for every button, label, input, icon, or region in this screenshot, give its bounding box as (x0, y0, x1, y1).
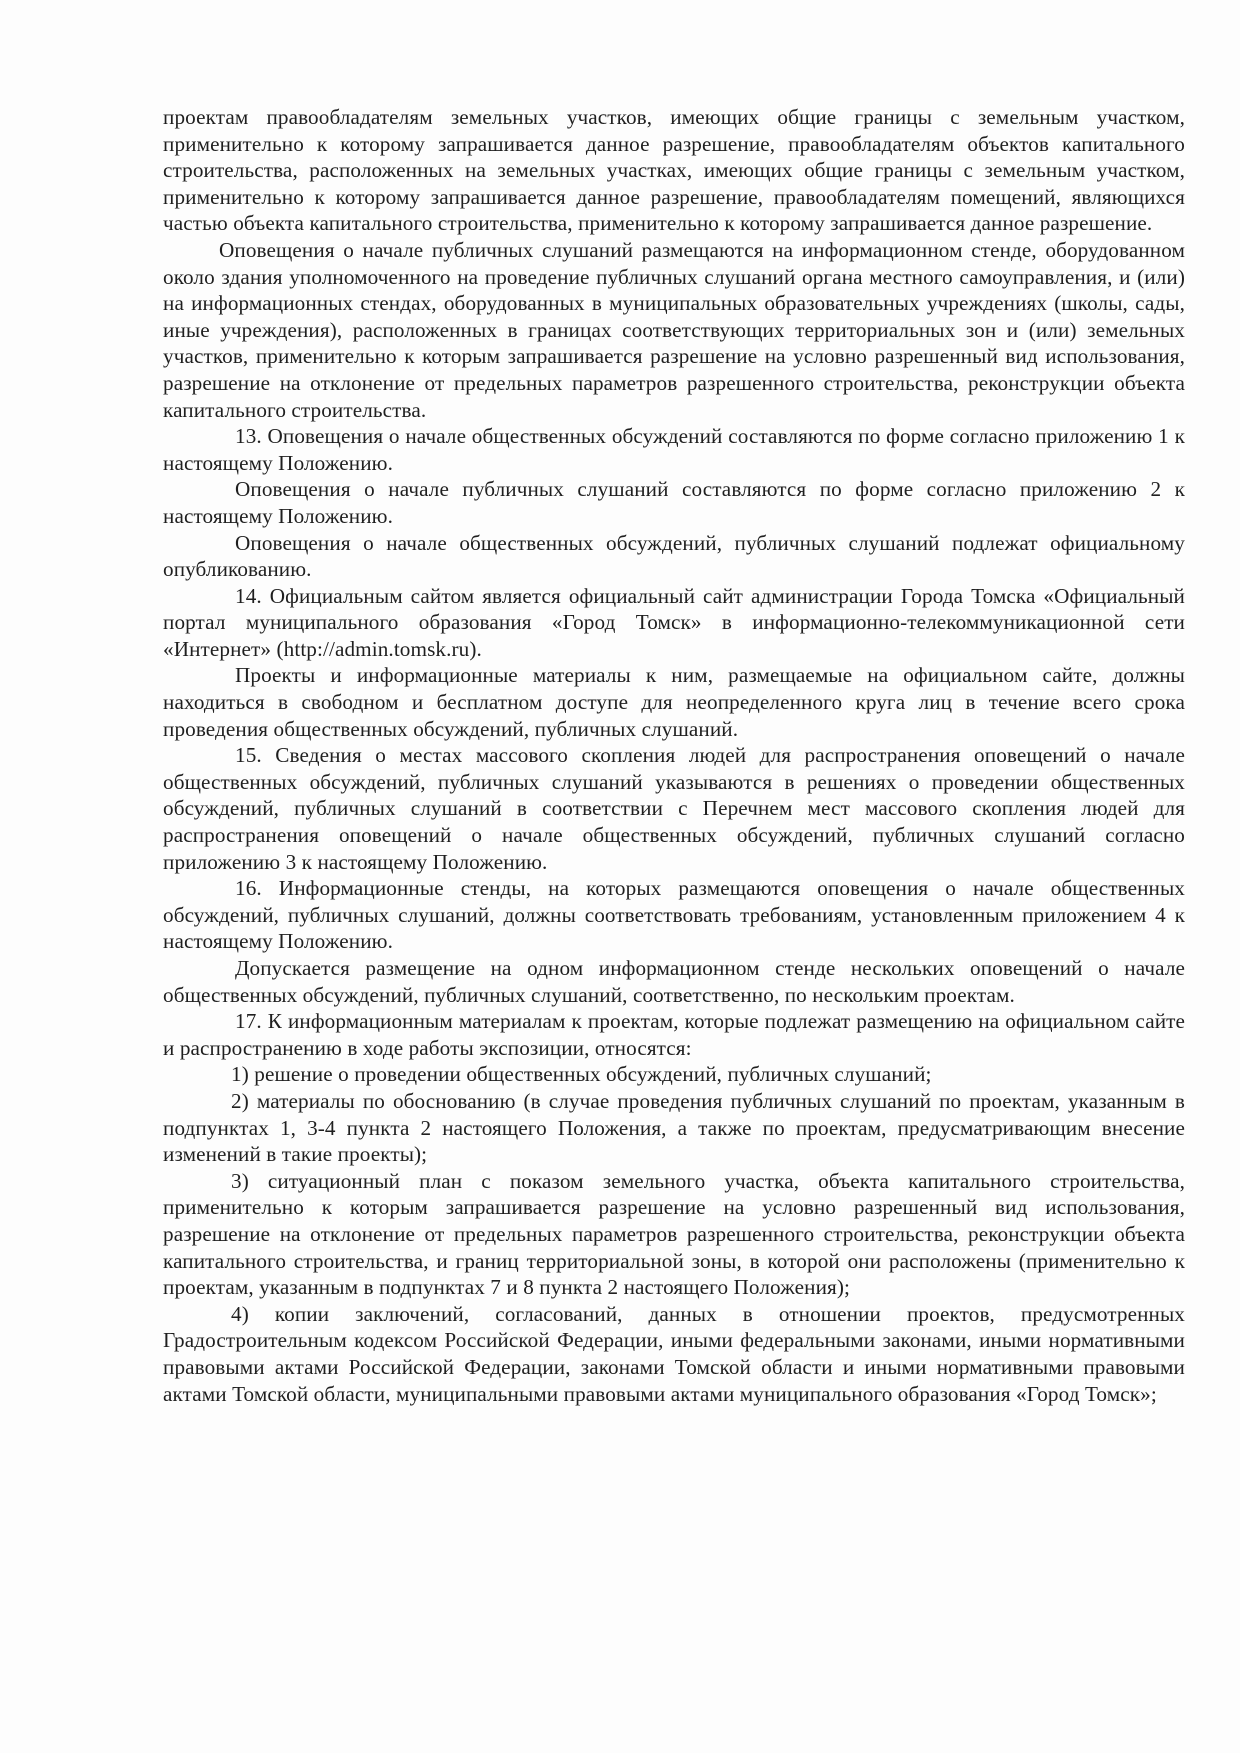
paragraph-13-publication: Оповещения о начале общественных обсуждений, публичных слушаний подлежат официальному опубликованию. (163, 530, 1185, 582)
paragraph-13-hearings-form: Оповещения о начале публичных слушаний составляются по форме согласно приложению 2 к настоящему Положению. (163, 477, 1185, 528)
list-item-3: 3) ситуационный план с показом земельного участка, объекта капитального строительства, применительно к которым запрашивается разрешение на условно разрешенный вид использования, разрешение на отклонение от предельных параметров разрешенного строительства, реконструкции объекта капитального строительства, и границ территориальной зоны, в которой они расположены (применительно к проектам, указанным в подпунктах 7 и 8 пункта 2 настоящего Положения); (163, 1168, 1185, 1300)
list-item-4: 4) копии заключений, согласований, данных в отношении проектов, предусмотренных Градостроительным кодексом Российской Федерации, иными федеральными законами, иными нормативными правовыми актами Российской Федерации, законами Томской области и иными нормативными правовыми актами Томской области, муниципальными правовыми актами муниципального образования «Город Томск»; (163, 1301, 1185, 1406)
paragraph-15: 15. Сведения о местах массового скопления людей для распространения оповещений о начале общественных обсуждений, публичных слушаний указываются в решениях о проведении общественных обсуждений, публичных слушаний в соответствии с Перечнем мест массового скопления людей для распространения оповещений о начале общественных обсуждений, публичных слушаний согласно приложению 3 к настоящему Положению. (163, 743, 1185, 874)
paragraph-13: 13. Оповещения о начале общественных обсуждений составляются по форме согласно приложению 1 к настоящему Положению. (163, 424, 1185, 475)
paragraph-16-multiple: Допускается размещение на одном информационном стенде нескольких оповещений о начале общественных обсуждений, публичных слушаний, соответственно, по нескольким проектам. (163, 956, 1185, 1007)
list-item-1: 1) решение о проведении общественных обсуждений, публичных слушаний; (231, 1062, 932, 1087)
paragraph-continuation: проектам правообладателям земельных участков, имеющих общие границы с земельным участком, применительно к которому запрашивается данное разрешение, правообладателям объектов капитального строительства, расположенных на земельных участках, имеющих общие границы с земельным участком, применительно к которому запрашивается данное разрешение, правообладателям помещений, являющихся частью объекта капитального строительства, применительно к которому запрашивается данное разрешение. (163, 105, 1185, 236)
paragraph-14-access: Проекты и информационные материалы к ним, размещаемые на официальном сайте, должны находиться в свободном и бесплатном доступе для неопределенного круга лиц в течение всего срока проведения общественных обсуждений, публичных слушаний. (163, 663, 1185, 741)
list-item-2: 2) материалы по обоснованию (в случае проведения публичных слушаний по проектам, указанным в подпунктах 1, 3-4 пункта 2 настоящего Положения, а также по проектам, предусматривающим внесение изменений в такие проекты); (163, 1088, 1185, 1167)
paragraph-14: 14. Официальным сайтом является официальный сайт администрации Города Томска «Официальный портал муниципального образования «Город Томск» в информационно-телекоммуникационной сети «Интернет» (http://admin.tomsk.ru). (163, 583, 1185, 661)
document-body (163, 104, 1185, 1407)
paragraph-public-hearings-notices: Оповещения о начале публичных слушаний размещаются на информационном стенде, оборудованном около здания уполномоченного на проведение публичных слушаний органа местного самоуправления, и (или) на информационных стендах, оборудованных в муниципальных образовательных учреждениях (школы, сады, иные учреждения), расположенных в границах соответствующих территориальных зон и (или) земельных участков, применительно к которым запрашивается разрешение на условно разрешенный вид использования, разрешение на отклонение от предельных параметров разрешенного строительства, реконструкции объекта капитального строительства. (163, 237, 1185, 422)
paragraph-17: 17. К информационным материалам к проектам, которые подлежат размещению на официальном сайте и распространению в ходе работы экспозиции, относятся: (163, 1009, 1185, 1060)
paragraph-16: 16. Информационные стенды, на которых размещаются оповещения о начале общественных обсуждений, публичных слушаний, должны соответствовать требованиям, установленным приложением 4 к настоящему Положению. (163, 876, 1185, 954)
